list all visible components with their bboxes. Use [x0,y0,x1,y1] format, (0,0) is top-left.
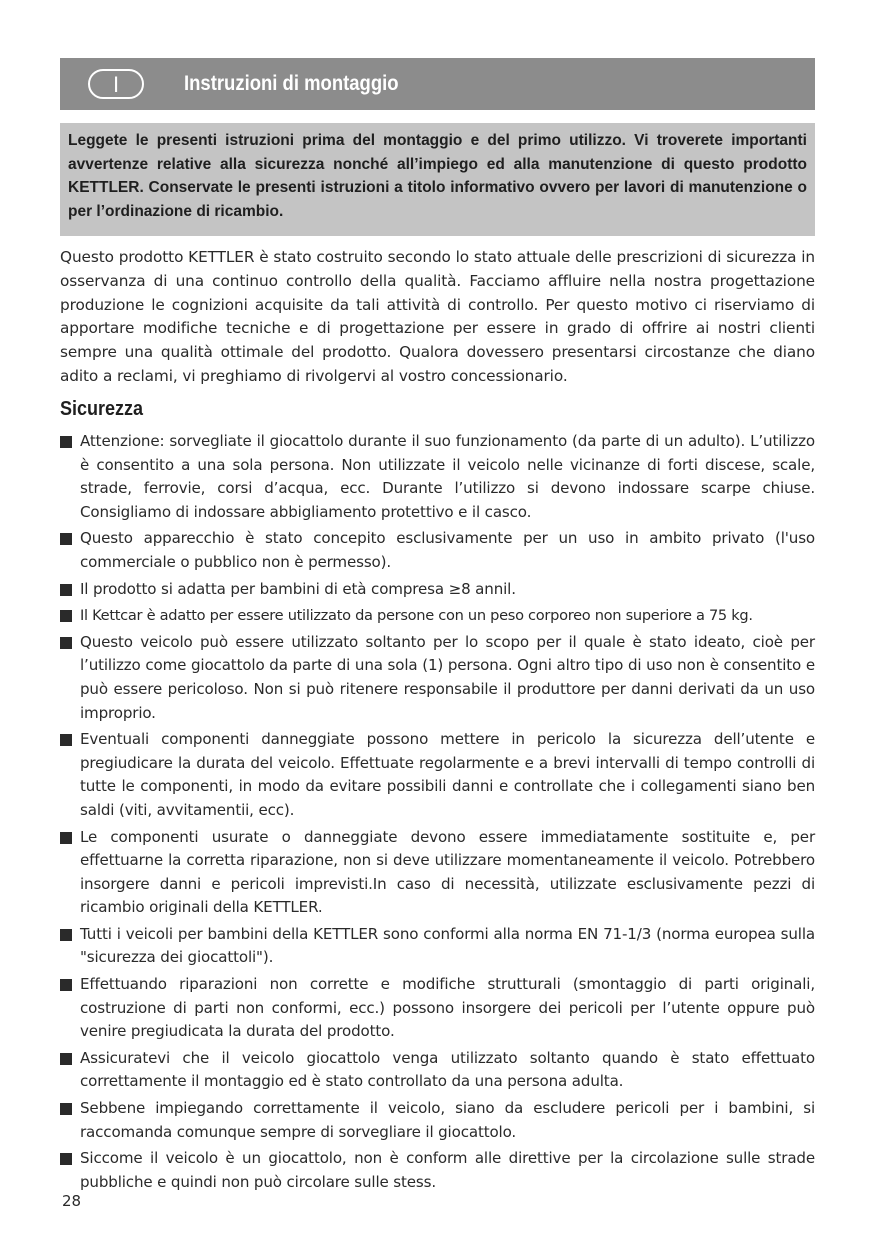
list-item-text: Questo veicolo può essere utilizzato soltanto per lo scopo per il quale è stato ideato, cioè per l’utilizzo come giocattolo da parte di una sola (1) persona. Ogni altro tipo di uso non è consentito e può essere pericoloso. Non si può ritenere responsabile il produttore per danni derivati da un uso improprio. [80,632,815,722]
square-bullet-icon [60,1153,72,1165]
section-header [60,58,815,110]
list-item [60,430,815,524]
list-item [60,631,815,725]
square-bullet-icon [60,979,72,991]
square-bullet-icon [60,832,72,844]
list-item [60,923,815,970]
list-item-text: Questo apparecchio è stato concepito esclusivamente per un uso in ambito privato (l'uso commerciale o pubblico non è permesso). [80,529,815,571]
list-item-text: Assicuratevi che il veicolo giocattolo venga utilizzato soltanto quando è stato effettuato correttamente il montaggio ed è stato controllato da una persona adulta. [80,1048,815,1091]
list-item [60,1147,815,1194]
list-item [60,578,815,602]
safety-list [60,430,815,1197]
list-item-text: Attenzione: sorvegliate il giocattolo durante il suo funzionamento (da parte di un adulto). L’utilizzo è consentito a una sola persona. Non utilizzate il veicolo nelle vicinanze di forti discese, scale, strade, ferrovie, corsi d’acqua, ecc. Durante l’utilizzo si devono indossare scarpe chiuse. Consigliamo di indossare abbigliamento protettivo e il casco. [80,432,815,521]
page-title: Instruzioni di montaggio [184,72,399,95]
square-bullet-icon [60,1053,72,1065]
list-item-text: Le componenti usurate o danneggiate devono essere immediatamente sostituite e, per effettuarne la corretta riparazione, non si deve utilizzare momentaneamente il veicolo. Potrebbero insorgere danni e pericoli imprevisti.In caso di necessità, utilizzate esclusivamente pezzi di ricambio originali della KETTLER. [80,827,815,917]
list-item-text: Il prodotto si adatta per bambini di età compresa ≥8 annil. [80,579,516,598]
square-bullet-icon [60,929,72,941]
list-item [60,1097,815,1144]
list-item [60,826,815,920]
list-item-text: Effettuando riparazioni non corrette e modifiche strutturali (smontaggio di parti originali, costruzione di parti non conformi, ecc.) possono insorgere dei pericoli per l’utente oppure può venire pregiudicata la durata del prodotto. [80,975,815,1041]
list-item [60,728,815,822]
list-item [60,527,815,574]
square-bullet-icon [60,1103,72,1115]
page-number: 28 [62,1192,82,1210]
list-item-text: Siccome il veicolo è un giocattolo, non è conform alle direttive per la circolazione sulle strade pubbliche e quindi non può circolare sulle stess. [80,1149,815,1191]
list-item [60,973,815,1044]
intro-paragraph: Questo prodotto KETTLER è stato costruito secondo lo stato attuale delle prescrizioni di sicurezza in osservanza di una continuo controllo della qualità. Facciamo affluire nella nostra progettazione produzione le cognizioni acquisite da tali attività di controllo. Per questo motivo ci riserviamo di apportare modifiche tecniche e di progettazione per essere in grado di offrire ai nostri clienti sempre una qualità ottimale del prodotto. Qualora dovessero presentarsi circostanze che diano adito a reclami, vi preghiamo di rivolgervi al vostro concessionario. [60,248,815,385]
list-item-text: Il Kettcar è adatto per essere utilizzato da persone con un peso corporeo non superiore a 75 kg. [80,607,753,625]
list-item [60,1047,815,1094]
square-bullet-icon [60,637,72,649]
list-item-text: Tutti i veicoli per bambini della KETTLER sono conformi alla norma EN 71-1/3 (norma europea sulla "sicurezza dei giocattoli"). [80,924,815,967]
square-bullet-icon [60,436,72,448]
square-bullet-icon [60,533,72,545]
safety-heading: Sicurezza [60,398,144,420]
language-badge: I [88,69,144,99]
square-bullet-icon [60,584,72,596]
list-item-text: Eventuali componenti danneggiate possono mettere in pericolo la sicurezza dell’utente e pregiudicare la durata del veicolo. Effettuate regolarmente e a brevi intervalli di tempo controlli di tutte le componenti, in modo da evitare possibili danni e controllate che i collegamenti siano ben saldi (viti, avvitamentii, ecc). [80,730,815,819]
list-item [60,604,815,628]
square-bullet-icon [60,734,72,746]
square-bullet-icon [60,610,72,622]
list-item-text: Sebbene impiegando correttamente il veicolo, siano da escludere pericoli per i bambini, si raccomanda comunque sempre di sorvegliare il giocattolo. [80,1099,815,1141]
intro-notice: Leggete le presenti istruzioni prima del montaggio e del primo utilizzo. Vi troverete importanti avvertenze relative alla sicurezza nonché all’impiego ed alla manutenzione di questo prodotto KETTLER. Conservate le presenti istruzioni a titolo informativo ovvero per lavori di manutenzione o per l’ordinazione di ricambio. [60,123,815,236]
